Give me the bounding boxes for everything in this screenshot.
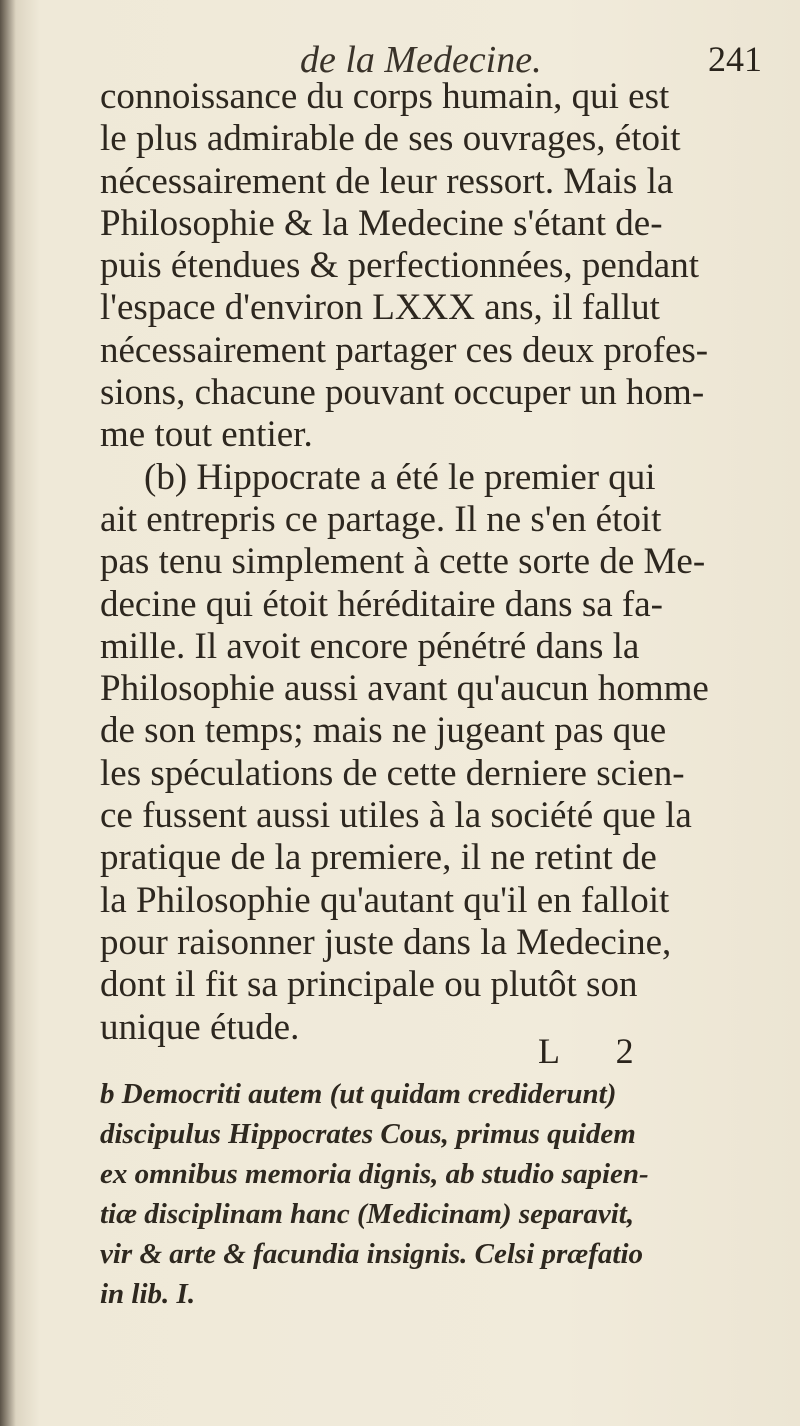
footnote-line: in lib. I. (100, 1278, 196, 1310)
text-line: l'espace d'environ LXXX ans, il fallut (100, 287, 660, 329)
text-line: ait entrepris ce partage. Il ne s'en étoit (100, 498, 662, 540)
text-line: Philosophie & la Medecine s'étant de- (100, 202, 663, 244)
text-line: dont il fit sa principale ou plutôt son (100, 964, 638, 1006)
text-line: ce fussent aussi utiles à la société que la (100, 795, 692, 837)
footnote-line: ex omnibus memoria dignis, ab studio sapien- (100, 1158, 649, 1190)
running-title: de la Medecine. (300, 39, 542, 81)
page-number: 241 (708, 39, 762, 79)
signature-mark: L 2 (538, 1031, 658, 1071)
text-line: de son temps; mais ne jugeant pas que (100, 710, 667, 752)
text-line: la Philosophie qu'autant qu'il en falloit (100, 879, 670, 921)
footnote-line: tiæ disciplinam hanc (Medicinam) separavit, (100, 1198, 635, 1230)
text-line: decine qui étoit héréditaire dans sa fa- (100, 583, 663, 625)
text-line: pas tenu simplement à cette sorte de Me- (100, 541, 706, 583)
text-line: connoissance du corps humain, qui est (100, 76, 670, 117)
main-text (100, 76, 760, 1049)
text-line: me tout entier. (100, 414, 313, 456)
text-line: le plus admirable de ses ouvrages, étoit (100, 118, 681, 160)
text-line: Philosophie aussi avant qu'aucun homme (100, 668, 709, 710)
footnote (100, 1074, 760, 1314)
text-line: mille. Il avoit encore pénétré dans la (100, 625, 640, 667)
text-line: nécessairement de leur ressort. Mais la (100, 160, 674, 202)
text-line: unique étude. (100, 1006, 300, 1048)
text-line: les spéculations de cette derniere scien- (100, 752, 685, 794)
footnote-line: discipulus Hippocrates Cous, primus quidem (100, 1118, 636, 1150)
text-line: sions, chacune pouvant occuper un hom- (100, 372, 705, 414)
text-line: puis étendues & perfectionnées, pendant (100, 245, 699, 287)
footnote-line: vir & arte & facundia insignis. Celsi præfatio (100, 1238, 643, 1270)
footnote-line: b Democriti autem (ut quidam crediderunt) (100, 1078, 617, 1110)
text-line: pour raisonner juste dans la Medecine, (100, 921, 672, 963)
text-line: nécessairement partager ces deux profes- (100, 329, 709, 371)
text-line: (b) Hippocrate a été le premier qui (144, 456, 656, 498)
text-line: pratique de la premiere, il ne retint de (100, 837, 657, 879)
